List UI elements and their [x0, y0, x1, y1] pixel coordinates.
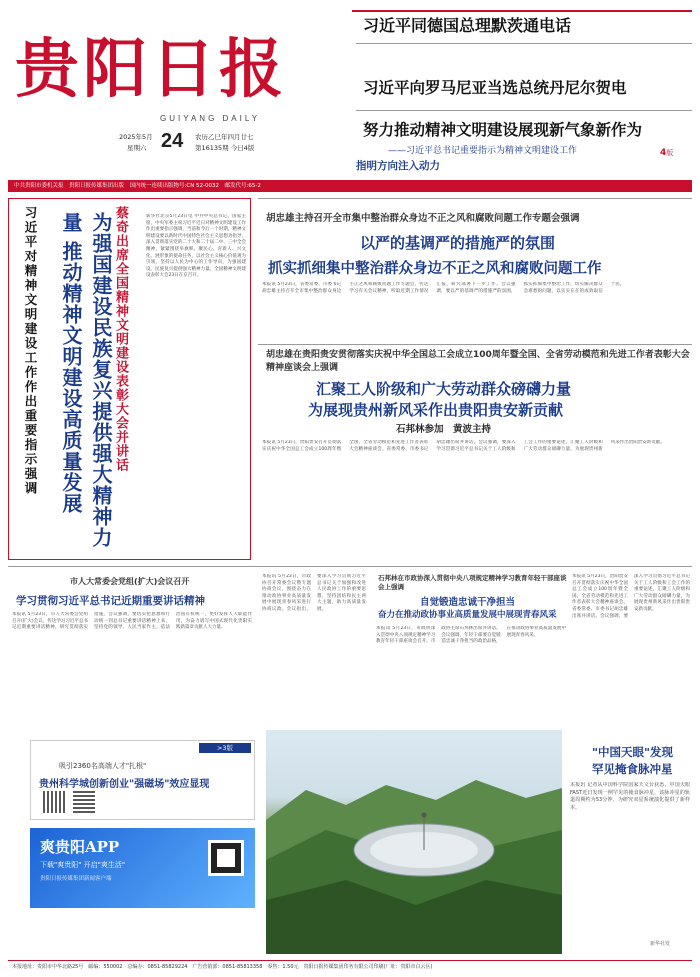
app-ad-banner[interactable]	[30, 828, 255, 908]
photo-headline-2[interactable]: 罕见掩食脉冲星	[592, 762, 673, 776]
lead-headline[interactable]: 为强国建设民族复兴提供强大精神力量 推动精神文明建设高质量发展	[59, 212, 113, 548]
left-article-body: 本报讯 5月23日，市人大常委会党组召开(扩大)会议，传达学习习近平总书记近期重要讲话精神，研究贯彻落实措施。会议强调，要切实把思想和行动统一到总书记重要讲话精神上来，坚持党的领导、人民当家作主、依法治国有机统一，更好发挥人大职能作用，为奋力谱写中国式现代化贵阳实践新篇章贡献人大力量。	[12, 612, 252, 631]
photo-credit: 新华社发	[650, 941, 671, 947]
lead-side-headline[interactable]: 蔡奇出席全国精神文明建设表彰大会并讲话	[113, 206, 128, 472]
info-bar-text: 中共贵阳市委机关报 贵阳日报传媒集团出版 国内统一连续出版物号:CN 52-0032 邮发代号:65-2	[14, 183, 261, 189]
fast-telescope-photo	[266, 730, 562, 954]
date-weekday: 星期六	[127, 144, 147, 152]
youth-article-body: 本报讯 5月23日，市政协深入贯彻中央八项规定精神学习教育年轻干部座谈会召开。市政协主席石邦林出席并讲话。会议强调，年轻干部要自觉锻造忠诚干净担当的政治品格，在推动政协事业高质量发展中展现青春风采。	[376, 626, 566, 645]
labor-body: 本报讯 5月23日，贵阳贵安召开贯彻落实庆祝中华全国总工会成立100周年暨全国、全省劳动模范和先进工作者表彰大会精神座谈会。省委常委、市委书记胡忠雄出席并讲话。会议强调，要深入学习贯彻习近平总书记关于工人阶级和工会工作的重要论述，汇聚工人阶级和广大劳动群众磅礴力量，为展现贵州新风采作出贵阳贵安新贡献。	[262, 440, 665, 452]
date-lunar: 农历乙巳年四月廿七	[195, 133, 254, 141]
divider	[356, 43, 692, 44]
footer-rule	[8, 960, 692, 961]
stats-article-body: 本报讯 5月23日，市政协召开常委会议暨专题协商会议，围绕奋力在推动政协事业高质量发展中展现青春风采进行协商议政。会议指出，要深入学习贯彻习近平总书记关于加强和改进人民政协工作的重要思想，坚持团结和民主两大主题，助力高质量发展。	[262, 574, 366, 612]
meeting-headline-2[interactable]: 抓实抓细集中整治群众身边不正之风和腐败问题工作	[268, 260, 602, 277]
date-day: 24	[161, 130, 184, 152]
left-article-headline[interactable]: 学习贯彻习近平总书记近期重要讲话精神	[16, 595, 205, 607]
app-ad-caption: 贵阳日报传媒集团新闻客户端	[40, 876, 112, 882]
labor-byline: 石邦林参加 黄波主持	[396, 424, 492, 435]
insert-page-headline[interactable]: 贵州科学城创新创业"强磁场"效应显现	[39, 779, 210, 790]
masthead-pinyin: GUIYANG DAILY	[160, 114, 261, 123]
lead-kicker[interactable]: 习近平对精神文明建设工作作出重要指示强调	[23, 206, 38, 496]
top-subhead-line2: 指明方向注入动力	[356, 160, 440, 172]
photo-caption: 本报讯 记者从中国科学院国家天文台获悉，中国天眼FAST近日发现一例罕见的掩食脉冲星，该脉冲星的轨道周期约为53分钟，为研究双星系统演化提供了新样本。	[570, 782, 690, 811]
top-headline-2[interactable]: 习近平向罗马尼亚当选总统丹尼尔贺电	[363, 78, 627, 97]
date-block	[117, 130, 337, 160]
qr-code	[43, 791, 65, 813]
labor-headline-1[interactable]: 汇聚工人阶级和广大劳动群众磅礴力量	[316, 380, 572, 398]
left-article-kicker: 市人大常委会党组(扩大)会议召开	[70, 577, 190, 586]
qr-code	[208, 840, 244, 876]
insert-page-badge	[199, 743, 251, 753]
divider	[258, 198, 692, 199]
meeting-headline-1[interactable]: 以严的基调严的措施严的氛围	[360, 234, 556, 252]
qr-code	[73, 791, 95, 813]
right-column-body: 本报讯 5月23日，贵阳贵安召开贯彻落实庆祝中华全国总工会成立100周年暨全国、全省劳动模范和先进工作者表彰大会精神座谈会。省委常委、市委书记胡忠雄出席并讲话。会议强调，要深入学习贯彻习近平总书记关于工人阶级和工会工作的重要论述，汇聚工人阶级和广大劳动群众磅礴力量，为展现贵州新风采作出贵阳贵安新贡献。	[572, 574, 690, 619]
insert-page-kicker: 吸引2360名高端人才"扎根"	[59, 762, 147, 770]
app-ad-title: 爽贵阳APP	[40, 838, 120, 856]
youth-article-kicker: 石邦林在市政协深入贯彻中央八项规定精神学习教育年轻干部座谈会上强调	[378, 574, 567, 591]
insert-page-badge-label: >3版	[216, 744, 234, 752]
footer-text: 本报地址：贵阳市中华北路25号 邮编：550002 总编办：0851-85829224 广告营销部：0851-85813358 零售：1.50元 贵阳日报传媒集团印务有限公司印刷(厂址：贵阳市白云区)	[12, 964, 433, 970]
youth-article-headline-2[interactable]: 奋力在推动政协事业高质量发展中展现青春风采	[378, 610, 557, 620]
masthead-title: 贵阳日报	[15, 32, 287, 107]
insert-page-box[interactable]	[30, 740, 255, 820]
labor-kicker: 胡忠雄在贵阳贵安贯彻落实庆祝中华全国总工会成立100周年暨全国、全省劳动模范和先进工作者表彰大会精神座谈会上强调	[266, 350, 690, 373]
page-count-badge	[660, 148, 673, 158]
top-headline-3[interactable]: 努力推动精神文明建设展现新气象新作为	[363, 120, 643, 139]
issue-info: 第16135期 今日4版	[195, 144, 255, 152]
top-headline-1[interactable]: 习近平同德国总理默茨通电话	[363, 16, 572, 35]
top-subhead-line1: ——习近平总书记重要指示为精神文明建设工作	[388, 146, 578, 156]
page-count-number: 4	[660, 148, 667, 158]
top-rule	[352, 10, 692, 12]
page-count-unit: 版	[666, 149, 674, 157]
labor-headline-2[interactable]: 为展现贵州新风采作出贵阳贵安新贡献	[308, 401, 564, 419]
lead-body: 新华社北京5月23日电 中共中央总书记、国家主席、中央军委主席习近平近日对精神文明建设工作作出重要指示强调，当前和今后一个时期，精神文明建设要以新时代中国特色社会主义思想为指导，深入贯彻落实党的二十大和二十届二中、三中全会精神，紧紧围绕举旗帜、聚民心、育新人、兴文化、展形象的使命任务，以社会主义核心价值观为引领，坚持以人民为中心的工作导向，为强国建设、民族复兴提供强大精神力量。全国精神文明建设表彰大会23日在京召开。	[146, 214, 246, 279]
date-year-month: 2025年5月	[119, 133, 153, 141]
photo-headline-1[interactable]: "中国天眼"发现	[592, 745, 673, 759]
divider	[258, 344, 692, 345]
divider	[356, 110, 692, 111]
youth-article-headline-1[interactable]: 自觉锻造忠诚干净担当	[420, 597, 516, 608]
fast-telescope-illustration	[266, 730, 562, 954]
meeting-kicker: 胡忠雄主持召开全市集中整治群众身边不正之风和腐败问题工作专题会强调	[266, 213, 580, 224]
meeting-body: 本报讯 5月23日，省委常委、市委书记胡忠雄主持召开全市集中整治群众身边不正之风和腐败问题工作专题会，传达学习有关会议精神，听取近期工作情况汇报，研究部署下一步工作。会议强调，要以严的基调严的措施严的氛围，抓实抓细集中整治工作，切实解决群众急难愁盼问题，以实实在在的成效取信于民。	[262, 282, 625, 294]
divider	[8, 566, 692, 567]
app-ad-slogan: 下载"爽贵阳" 开启"爽生活"	[40, 861, 126, 869]
